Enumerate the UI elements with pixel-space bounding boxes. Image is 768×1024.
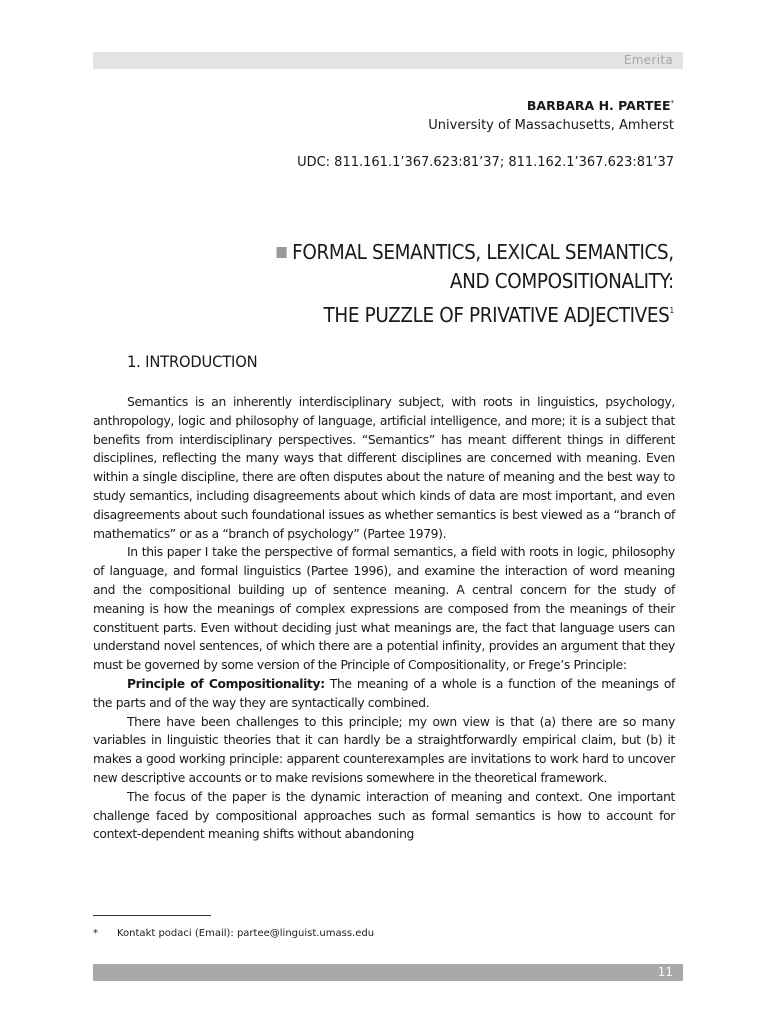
paragraph-4: There have been challenges to this principle; my own view is that (a) there are so many variables in linguistic theories that it can hardly be a straightforwardly empirical claim, but (b) it makes a good working principle: apparent counterexamples are invitations to work hard to uncover new descriptive accounts or to make revisions somewhere in the theoretical framework. bbox=[93, 714, 675, 785]
principle-text: The meaning of a whole is a function of the meanings of the parts and of the way they are syntactically combined. bbox=[93, 676, 675, 710]
section-heading: 1. INTRODUCTION bbox=[127, 352, 258, 371]
journal-name: Emerita bbox=[623, 53, 673, 67]
page-number: 11 bbox=[657, 965, 673, 979]
square-bullet-icon bbox=[277, 247, 287, 258]
footnote bbox=[93, 928, 374, 939]
footnote-marker: * bbox=[93, 928, 98, 939]
paragraph-1: Semantics is an inherently interdisciplinary subject, with roots in linguistics, psychology, anthropology, logic and philosophy of language, artificial intelligence, and more; it is a subject that benefits from interdisciplinary perspectives. “Semantics” has meant different things in different disciplines, reflecting the many ways that different disciplines are concerned with meaning. Even within a single discipline, there are often disputes about the nature of meaning and the best way to study semantics, including disagreements about which kinds of data are most important, and even disagreements about such foundational issues as whether semantics is best viewed as a “branch of mathematics” or as a “branch of psychology” (Partee 1979). bbox=[93, 395, 675, 541]
author-affiliation: University of Massachusetts, Amherst bbox=[428, 118, 674, 134]
footnote-text: Kontakt podaci (Email): partee@linguist.umass.edu bbox=[117, 928, 375, 939]
article-title bbox=[277, 238, 674, 330]
author-name bbox=[297, 93, 674, 116]
running-header bbox=[93, 52, 683, 69]
title-line-1-text: FORMAL SEMANTICS, LEXICAL SEMANTICS, bbox=[292, 240, 674, 264]
udc-code: UDC: 811.161.1’367.623:81’37; 811.162.1’367.623:81’37 bbox=[297, 155, 674, 171]
title-line-3 bbox=[277, 296, 674, 330]
title-line-3-text: THE PUZZLE OF PRIVATIVE ADJECTIVES bbox=[323, 303, 670, 327]
title-footnote-marker: 1 bbox=[669, 306, 674, 315]
principle-label: Principle of Compositionality: bbox=[127, 676, 325, 691]
author-block bbox=[297, 93, 674, 173]
body-text bbox=[93, 393, 675, 844]
author-name-text: BARBARA H. PARTEE bbox=[526, 98, 671, 114]
paragraph-2: In this paper I take the perspective of formal semantics, a field with roots in logic, philosophy of language, and formal linguistics (Partee 1996), and examine the interaction of word meaning and the compositional building up of sentence meaning. A central concern for the study of meaning is how the meanings of complex expressions are composed from the meanings of their constituent parts. Even without deciding just what meanings are, the fact that language users can understand novel sentences, of which there are a potential infinity, provides an argument that they must be governed by some version of the Principle of Compositionality, or Frege’s Principle: bbox=[93, 545, 675, 673]
paragraph-3 bbox=[93, 675, 675, 713]
paragraph-5: The focus of the paper is the dynamic interaction of meaning and context. One important challenge faced by compositional approaches such as formal semantics is how to account for context-dependent meaning shifts without abandoning bbox=[93, 789, 675, 842]
title-line-2: AND COMPOSITIONALITY: bbox=[450, 269, 674, 293]
running-footer bbox=[93, 964, 683, 981]
title-line-1 bbox=[277, 238, 674, 267]
author-footnote-marker: * bbox=[670, 99, 674, 107]
footnote-divider bbox=[93, 915, 211, 916]
